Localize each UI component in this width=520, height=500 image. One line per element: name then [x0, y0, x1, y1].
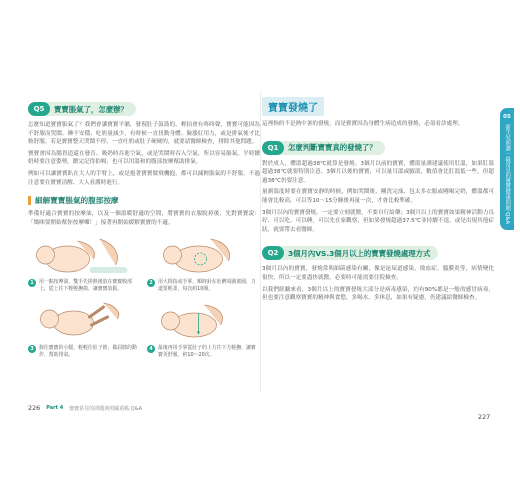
left-page [28, 96, 260, 396]
chapter-number: 05 [503, 114, 511, 120]
massage-illustrations [28, 233, 260, 359]
massage-step [147, 299, 260, 359]
chapter-title: 寶寶發燒了 [262, 97, 324, 116]
question-title: 寶寶脹氣了，怎麼辦？ [54, 104, 128, 114]
step-number: 2 [147, 279, 155, 287]
step-number: 4 [147, 345, 155, 353]
step-text: 用大拇指或手掌，順時針在肚臍周圍畫圈，力道要輕柔，每次約10圈。 [158, 279, 256, 293]
step-text: 握住寶寶的小腿，輕輕往肚子推，做屈膝的動作，幫助排氣。 [39, 345, 137, 359]
question-heading-q5 [28, 102, 136, 116]
massage-step [147, 233, 260, 293]
section-marker [28, 196, 31, 205]
intro-paragraph: 這裡指的不是熱中暑的發燒，而是寶寶因為身體生病造成的發燒，必須看診處理。 [262, 121, 464, 127]
question-title: 3個月內VS.3個月以上的寶寶發燒處理方式 [288, 248, 431, 258]
part-label: Part 4 [46, 405, 64, 411]
question-badge: Q5 [28, 102, 50, 116]
step-text: 用一點按摩油，雙手先搓熱後放在寶寶腹部上，從上往下輕輕撫摸，讓寶寶放鬆。 [39, 279, 132, 293]
baby-massage-illustration [147, 299, 260, 343]
massage-step [28, 233, 141, 293]
step-caption [28, 279, 141, 293]
section-title: 細解寶寶脹氣的腹部按摩 [35, 196, 119, 206]
body-paragraph: 以我們經驗來看，3個月以上的寶寶發燒大部分是病毒感染，約有90%都是一般的感冒病毒，但也要注意觀察寶寶的精神與食慾，多喝水、多休息，如果有疑慮，仍建議給醫師檢查。 [262, 286, 494, 302]
baby-massage-illustration [28, 233, 141, 277]
question-heading-q1 [262, 141, 385, 155]
page-number: 226 [28, 404, 41, 412]
massage-step [28, 299, 141, 359]
body-paragraph: 3個月以內的寶寶，發燒常與細菌感染有關，像是泌尿道感染、敗血症、腦膜炎等，病情變化很快，所以一定要盡快就醫，必要時可能需要住院檢查。 [262, 266, 494, 281]
step-text: 最後再用手掌從肚子的上方往下方輕撫，讓寶寶更舒服，約10〜20次。 [158, 345, 256, 359]
body-paragraph: 怎麼知道寶寶脹氣了？我們會讓寶寶平躺，發現肚子鼓鼓的，輕拍會有咚咚聲，寶寶可能因為不舒服而哭鬧、睡不安穩、吃奶量減少，有時候一直扭動身體、臉漲紅用力，或是排氣後才比較舒服。若是寶寶整天哭鬧不停、一直吐奶或肚子硬硬的，就要請醫師檢查，排除其他問題。 [28, 122, 260, 146]
running-title: 寶寶常見的問題與照顧重點 Q&A [69, 405, 143, 412]
body-paragraph: 量測溫度時要在寶寶安靜的時候，例如哭鬧後、剛洗完澡、包太多衣服或剛喝完奶，體溫都可能會比較高，可以等10〜15分鐘後再量一次，才會比較準確。 [262, 189, 494, 204]
step-caption [28, 345, 141, 359]
gutter-divider [260, 92, 261, 392]
step-caption [147, 279, 260, 293]
baby-massage-illustration [28, 299, 141, 343]
step-caption [147, 345, 260, 359]
step-number: 3 [28, 345, 36, 353]
body-paragraph: 對於成人，體溫超過38℃就算是發燒。3個月以前的寶寶，體溫量測建議使用肛溫，如果肛溫超過38℃就要特別注意。3個月以後的寶寶，可以量耳溫或腋溫，數值會比肛溫低一些，但超過38℃仍要注意。 [262, 160, 494, 184]
body-paragraph: 例如可以讓寶寶趴在大人的手臂上，或是抱著寶寶做飛機抱，都可以減輕脹氣的不舒服，不過注意要在寶寶清醒、大人看護時進行。 [28, 170, 260, 186]
section-heading [28, 195, 260, 206]
right-page [262, 96, 494, 396]
question-badge: Q1 [262, 141, 284, 155]
chapter-side-tab [500, 108, 514, 230]
body-paragraph: 寶寶會因為腸胃道還在發育、吸奶時吞進空氣，或是哭鬧時吞入空氣，所以容易脹氣。平時餵奶時要注意姿勢，餵完記得拍嗝，也可以用溫和的腹部按摩幫助排氣。 [28, 150, 260, 166]
left-footer [28, 404, 142, 412]
question-badge: Q2 [262, 246, 284, 260]
question-title: 怎麼判斷寶寶真的發燒了？ [288, 143, 377, 153]
body-paragraph: 3個月以內的寶寶發燒，一定要立刻就醫，不要自行給藥；3個月以上的寶寶如果精神活動力良好、可以吃、可以睡，可以先在家觀察，但如果發燒超過37.5℃並持續不退，或是出現其他症狀，就要帶去看醫師。 [262, 209, 494, 233]
page-number: 227 [478, 413, 491, 421]
question-heading-q2 [262, 246, 438, 260]
step-number: 1 [28, 279, 36, 287]
right-footer [478, 404, 490, 423]
section-paragraph: 準備好適合寶寶的按摩油，以及一個溫暖舒適的空間，將寶寶的衣服脫掉後，先對寶寶說：「媽咪要開始幫你按摩囉！」接著再開始緩解寶寶的不適。 [28, 211, 260, 226]
baby-massage-illustration [147, 233, 260, 277]
chapter-tab-text: 新生兒照護｜最常見的寶寶健康問題 Q&A [504, 124, 511, 225]
